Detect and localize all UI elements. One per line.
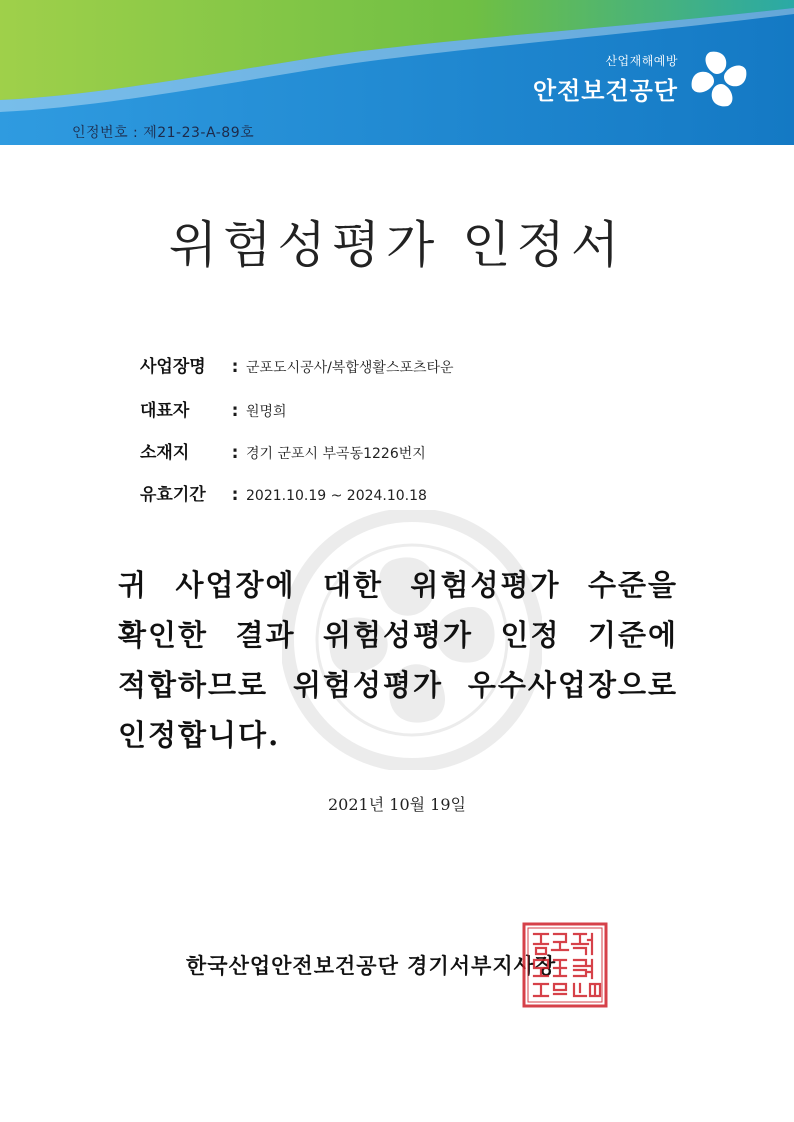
certificate-body bbox=[118, 560, 678, 760]
field-value: 원명희 bbox=[246, 404, 287, 420]
field-representative bbox=[140, 396, 287, 421]
document-title: 위험성평가 인정서 bbox=[168, 216, 626, 274]
org-logo bbox=[533, 48, 750, 110]
issuer-name: 한국산업안전보건공단 경기서부지사장 bbox=[186, 954, 557, 978]
field-label: 유효기간 bbox=[140, 485, 206, 505]
field-colon: : bbox=[231, 401, 239, 421]
org-subtitle: 산업재해예방 bbox=[605, 54, 678, 68]
field-colon: : bbox=[231, 357, 239, 377]
field-label: 소재지 bbox=[140, 443, 190, 463]
body-line: 인정합니다. bbox=[118, 718, 281, 752]
field-business-name bbox=[140, 352, 454, 377]
issue-date: 2021년 10월 19일 bbox=[328, 795, 466, 814]
field-value: 군포도시공사/복합생활스포츠타운 bbox=[246, 360, 454, 376]
org-name: 안전보건공단 bbox=[532, 77, 678, 105]
org-logo-text bbox=[533, 52, 678, 106]
certificate-number: 인정번호 : 제21-23-A-89호 bbox=[72, 125, 255, 141]
org-cross-icon bbox=[688, 48, 750, 110]
field-colon: : bbox=[231, 485, 239, 505]
field-value: 2021.10.19 ~ 2024.10.18 bbox=[246, 488, 427, 504]
body-line: 확인한 결과 위험성평가 인정 기준에 bbox=[118, 618, 678, 652]
field-location bbox=[140, 438, 426, 463]
body-line: 적합하므로 위험성평가 우수사업장으로 bbox=[118, 668, 678, 702]
field-label: 사업장명 bbox=[140, 357, 206, 377]
field-colon: : bbox=[231, 443, 239, 463]
field-label: 대표자 bbox=[140, 401, 190, 421]
official-seal-icon bbox=[522, 922, 608, 1008]
body-line: 귀 사업장에 대한 위험성평가 수준을 bbox=[118, 568, 678, 602]
field-value: 경기 군포시 부곡동1226번지 bbox=[246, 446, 426, 462]
field-validity-period bbox=[140, 480, 427, 505]
